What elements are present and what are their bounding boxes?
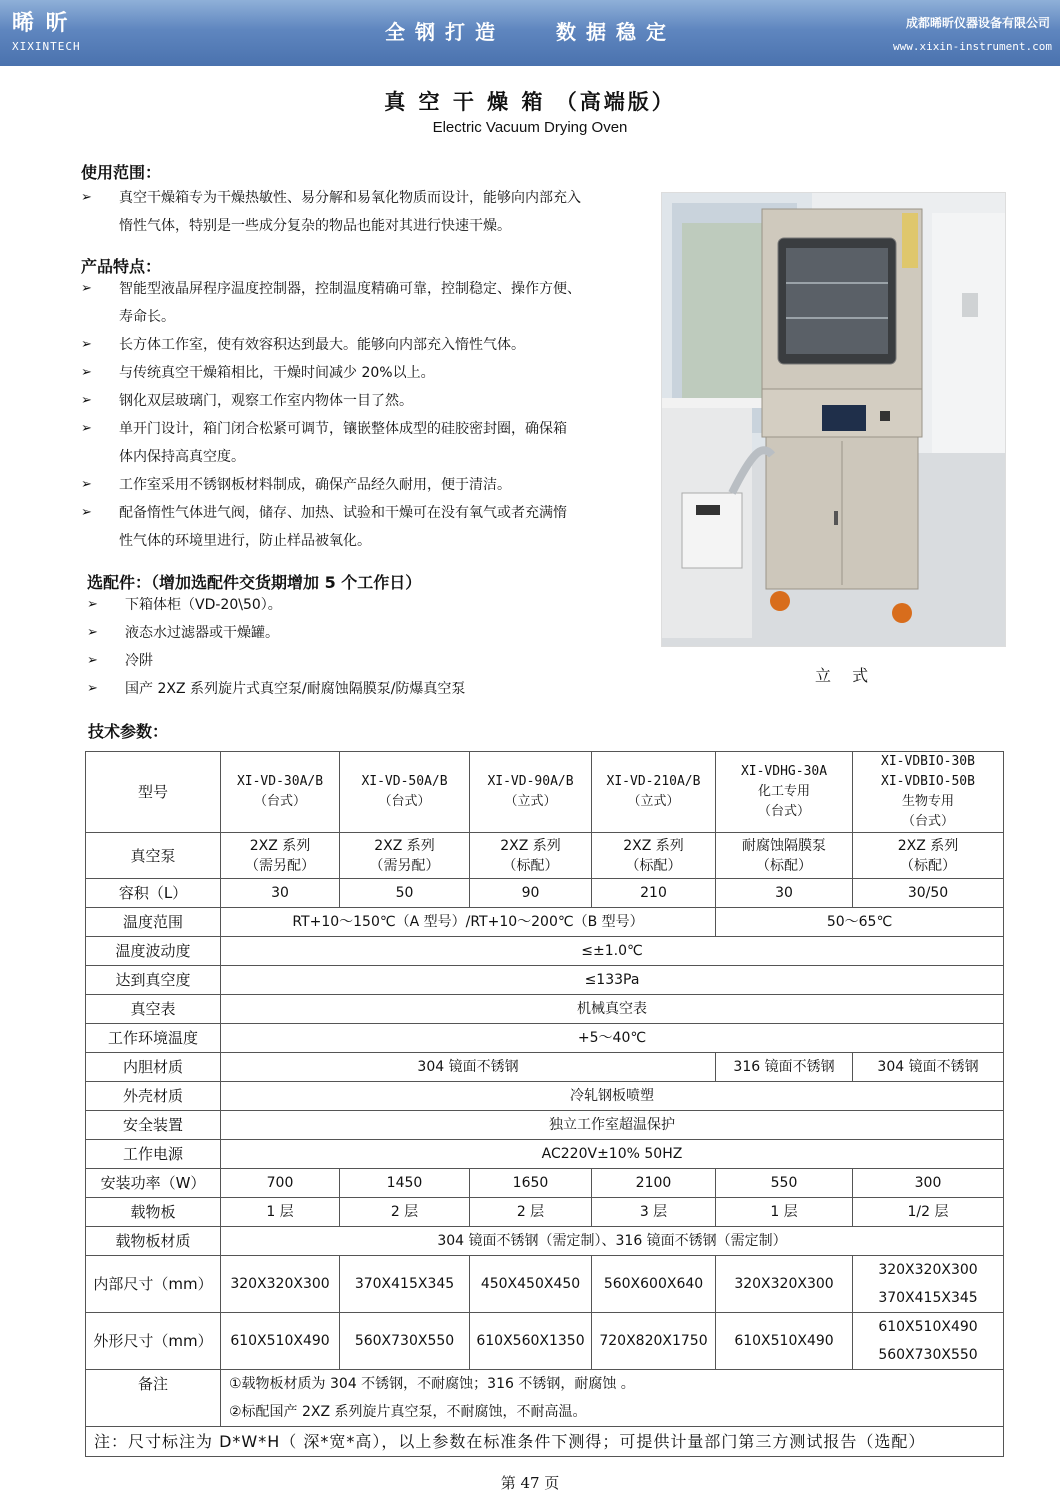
- arrow-bullet-icon: ➢: [81, 190, 92, 205]
- table-cell: 独立工作室超温保护: [221, 1111, 1004, 1140]
- spec-heading: 技术参数：: [88, 722, 169, 741]
- arrow-bullet-icon: ➢: [87, 653, 98, 668]
- model-cell: [340, 752, 470, 833]
- table-row: [86, 1169, 1004, 1198]
- table-cell: 720X820X1750: [592, 1313, 716, 1370]
- table-row: [86, 908, 1004, 937]
- shell-label: 外壳材质: [86, 1082, 221, 1111]
- table-cell: 50～65℃: [716, 908, 1004, 937]
- table-cell: ≤133Pa: [221, 966, 1004, 995]
- table-row: [86, 879, 1004, 908]
- list-item: [81, 331, 656, 359]
- vacuum-label: 达到真空度: [86, 966, 221, 995]
- list-item-text: 下箱体柜（VD-20\50）。: [125, 597, 282, 613]
- table-row: [86, 1227, 1004, 1256]
- pump-type: 2XZ 系列: [374, 837, 435, 854]
- model-cell: [592, 752, 716, 833]
- table-row: [86, 937, 1004, 966]
- outer-size-label: 外形尺寸（mm）: [86, 1313, 221, 1370]
- model-type: （立式）: [504, 794, 557, 809]
- company-name: 成都晞昕仪器设备有限公司: [905, 16, 1050, 30]
- features-heading: 产品特点：: [81, 257, 162, 276]
- brand-name-en: XIXINTECH: [12, 40, 81, 53]
- power-label: 工作电源: [86, 1140, 221, 1169]
- model-code: XI-VD-210A/B: [606, 774, 701, 789]
- list-item-text: 液态水过滤器或干燥罐。: [125, 625, 279, 641]
- pump-note: （需另配）: [369, 857, 440, 874]
- table-cell: 冷轧钢板喷塑: [221, 1082, 1004, 1111]
- pump-cell: [470, 833, 592, 879]
- list-item: [81, 359, 656, 387]
- arrow-bullet-icon: ➢: [81, 365, 92, 380]
- table-cell: 30: [716, 879, 853, 908]
- fluct-label: 温度波动度: [86, 937, 221, 966]
- table-cell: 610X510X490: [716, 1313, 853, 1370]
- list-item-text: 与传统真空干燥箱相比，干燥时间减少 20%以上。: [119, 365, 435, 381]
- table-cell: 700: [221, 1169, 340, 1198]
- list-item: [81, 471, 656, 499]
- table-cell: 320X320X300: [716, 1256, 853, 1313]
- shelf-material-label: 载物板材质: [86, 1227, 221, 1256]
- page-title: 真 空 干 燥 箱 （高端版）: [384, 90, 676, 114]
- note-line: ①载物板材质为 304 不锈钢，不耐腐蚀；316 不锈钢，耐腐蚀 。: [229, 1376, 635, 1392]
- list-item-text: 单开门设计，箱门闭合松紧可调节，镶嵌整体成型的硅胶密封圈，确保箱: [119, 421, 567, 437]
- pump-note: （标配）: [900, 857, 956, 874]
- liner-label: 内胆材质: [86, 1053, 221, 1082]
- table-cell: 1 层: [221, 1198, 340, 1227]
- model-cell: [221, 752, 340, 833]
- website-link[interactable]: www.xixin-instrument.com: [893, 40, 1052, 53]
- pump-cell: [853, 833, 1004, 879]
- model-cell: [853, 752, 1004, 833]
- vacuum-oven-illustration: [662, 193, 1005, 646]
- arrow-bullet-icon: ➢: [81, 337, 92, 352]
- table-cell: 3 层: [592, 1198, 716, 1227]
- arrow-bullet-icon: ➢: [81, 477, 92, 492]
- list-item-text: 长方体工作室，使有效容积达到最大。能够向内部充入惰性气体。: [119, 337, 525, 353]
- temp-range-label: 温度范围: [86, 908, 221, 937]
- size-value: 560X730X550: [878, 1347, 978, 1363]
- model-type: （立式）: [627, 794, 680, 809]
- table-cell: 30/50: [853, 879, 1004, 908]
- table-cell: [853, 1256, 1004, 1313]
- model-code: XI-VDBIO-50B: [881, 774, 975, 789]
- table-row: [86, 1111, 1004, 1140]
- page-number: 第 47 页: [500, 1474, 560, 1492]
- list-item-text: 冷阱: [125, 653, 153, 669]
- list-item: [87, 619, 647, 647]
- inner-size-label: 内部尺寸（mm）: [86, 1256, 221, 1313]
- model-type: （台式）: [901, 814, 954, 829]
- brand-name: 晞 昕: [12, 11, 70, 36]
- pump-cell: [340, 833, 470, 879]
- table-row: [86, 1198, 1004, 1227]
- model-code: XI-VDHG-30A: [740, 764, 828, 779]
- table-cell: 50: [340, 879, 470, 908]
- pump-type: 耐腐蚀隔膜泵: [742, 837, 826, 854]
- list-item: [81, 275, 656, 303]
- table-row: [86, 1313, 1004, 1370]
- list-item: [87, 647, 647, 675]
- list-item: [81, 387, 656, 415]
- table-footnote: 注：尺寸标注为 D*W*H（ 深*宽*高），以上参数在标准条件下测得；可提供计量部门第三方测试报告（选配）: [86, 1427, 1004, 1457]
- table-row: [86, 1256, 1004, 1313]
- arrow-bullet-icon: ➢: [81, 421, 92, 436]
- table-cell: 320X320X300: [221, 1256, 340, 1313]
- table-cell: 550: [716, 1169, 853, 1198]
- arrow-bullet-icon: ➢: [81, 505, 92, 520]
- pump-cell: [592, 833, 716, 879]
- size-value: 320X320X300: [878, 1262, 978, 1278]
- safety-label: 安全装置: [86, 1111, 221, 1140]
- table-cell: 90: [470, 879, 592, 908]
- table-cell: 304 镜面不锈钢: [853, 1053, 1004, 1082]
- table-cell: 1650: [470, 1169, 592, 1198]
- model-type: （台式）: [757, 804, 810, 819]
- list-item-text: 性气体的环境里进行，防止样品被氧化。: [119, 533, 371, 549]
- shelf-label: 载物板: [86, 1198, 221, 1227]
- table-row: [86, 1370, 1004, 1427]
- size-value: 370X415X345: [878, 1290, 978, 1306]
- spec-table: [85, 751, 1004, 1457]
- table-row: [86, 752, 1004, 833]
- slogan-1: 全钢打造: [385, 20, 505, 44]
- usage-heading: 使用范围：: [81, 163, 162, 182]
- table-row: [86, 1053, 1004, 1082]
- model-code: XI-VD-90A/B: [487, 774, 574, 789]
- table-cell: 1450: [340, 1169, 470, 1198]
- features-list: [81, 275, 656, 555]
- table-row: [86, 995, 1004, 1024]
- list-item: [81, 415, 656, 443]
- options-heading: 选配件：（增加选配件交货期增加 5 个工作日）: [87, 573, 422, 592]
- list-item: [81, 184, 656, 212]
- table-cell: 560X600X640: [592, 1256, 716, 1313]
- table-cell: 1 层: [716, 1198, 853, 1227]
- model-label: 型号: [86, 752, 221, 833]
- pump-type: 2XZ 系列: [623, 837, 684, 854]
- table-cell: 1/2 层: [853, 1198, 1004, 1227]
- table-cell: 610X510X490: [221, 1313, 340, 1370]
- note-line: ②标配国产 2XZ 系列旋片真空泵，不耐腐蚀，不耐高温。: [229, 1404, 587, 1420]
- photo-caption: 立 式: [815, 666, 877, 685]
- size-value: 610X510X490: [878, 1319, 978, 1335]
- model-code: XI-VD-50A/B: [361, 774, 448, 789]
- pump-note: （标配）: [502, 857, 559, 874]
- list-item-text: 工作室采用不锈钢板材料制成，确保产品经久耐用，便于清洁。: [119, 477, 511, 493]
- list-item: [81, 303, 656, 331]
- table-cell: +5～40℃: [221, 1024, 1004, 1053]
- list-item-text: 惰性气体，特别是一些成分复杂的物品也能对其进行快速干燥。: [119, 218, 511, 234]
- arrow-bullet-icon: ➢: [87, 597, 98, 612]
- table-cell: 450X450X450: [470, 1256, 592, 1313]
- list-item: [81, 527, 656, 555]
- pump-cell: [221, 833, 340, 879]
- usage-list: [81, 184, 656, 240]
- table-cell: RT+10～150℃（A 型号）/RT+10～200℃（B 型号）: [221, 908, 716, 937]
- table-cell: 30: [221, 879, 340, 908]
- table-cell: AC220V±10% 50HZ: [221, 1140, 1004, 1169]
- pump-note: （标配）: [625, 857, 682, 874]
- model-type: 化工专用: [757, 784, 810, 799]
- model-type: 生物专用: [901, 794, 954, 809]
- model-code: XI-VDBIO-30B: [881, 754, 975, 769]
- pump-cell: [716, 833, 853, 879]
- slogan-2: 数据稳定: [556, 20, 676, 44]
- table-cell: 300: [853, 1169, 1004, 1198]
- pump-note: （需另配）: [245, 857, 315, 874]
- page-header: [0, 0, 1060, 66]
- note-cell: [221, 1370, 1004, 1427]
- table-cell: 316 镜面不锈钢: [716, 1053, 853, 1082]
- table-row: [86, 1082, 1004, 1111]
- table-cell: [853, 1313, 1004, 1370]
- table-cell: 机械真空表: [221, 995, 1004, 1024]
- table-cell: 2 层: [340, 1198, 470, 1227]
- model-code: XI-VD-30A/B: [236, 774, 324, 789]
- gauge-label: 真空表: [86, 995, 221, 1024]
- arrow-bullet-icon: ➢: [87, 681, 98, 696]
- volume-label: 容积（L）: [86, 879, 221, 908]
- arrow-bullet-icon: ➢: [81, 281, 92, 296]
- table-row: [86, 833, 1004, 879]
- list-item: [81, 443, 656, 471]
- table-cell: 304 镜面不锈钢（需定制）、316 镜面不锈钢（需定制）: [221, 1227, 1004, 1256]
- pump-type: 2XZ 系列: [500, 837, 561, 854]
- list-item: [87, 675, 647, 703]
- pump-note: （标配）: [756, 857, 812, 874]
- list-item-text: 智能型液晶屏程序温度控制器，控制温度精确可靠，控制稳定、操作方便、: [119, 281, 581, 297]
- table-cell: ≤±1.0℃: [221, 937, 1004, 966]
- arrow-bullet-icon: ➢: [81, 393, 92, 408]
- page-subtitle: Electric Vacuum Drying Oven: [432, 119, 628, 136]
- list-item: [81, 499, 656, 527]
- options-list: [87, 591, 647, 703]
- model-cell: [716, 752, 853, 833]
- table-row: [86, 1427, 1004, 1457]
- table-cell: 304 镜面不锈钢: [221, 1053, 716, 1082]
- table-row: [86, 1024, 1004, 1053]
- pump-type: 2XZ 系列: [249, 837, 311, 854]
- model-cell: [470, 752, 592, 833]
- table-cell: 210: [592, 879, 716, 908]
- list-item-text: 配备惰性气体进气阀，储存、加热、试验和干燥可在没有氧气或者充满惰: [119, 505, 567, 521]
- table-cell: 610X560X1350: [470, 1313, 592, 1370]
- list-item-text: 体内保持高真空度。: [119, 449, 245, 465]
- table-cell: 2 层: [470, 1198, 592, 1227]
- list-item-text: 寿命长。: [119, 309, 175, 325]
- note-label: 备注: [86, 1370, 221, 1427]
- model-type: （台式）: [378, 794, 431, 809]
- env-label: 工作环境温度: [86, 1024, 221, 1053]
- list-item-text: 钢化双层玻璃门，观察工作室内物体一目了然。: [119, 393, 413, 409]
- table-cell: 560X730X550: [340, 1313, 470, 1370]
- list-item: [87, 591, 647, 619]
- pump-label: 真空泵: [86, 833, 221, 879]
- table-row: [86, 1140, 1004, 1169]
- list-item: [81, 212, 656, 240]
- list-item-text: 真空干燥箱专为干燥热敏性、易分解和易氧化物质而设计，能够向内部充入: [119, 190, 581, 206]
- list-item-text: 国产 2XZ 系列旋片式真空泵/耐腐蚀隔膜泵/防爆真空泵: [125, 681, 466, 697]
- table-cell: 370X415X345: [340, 1256, 470, 1313]
- product-photo: [661, 192, 1006, 647]
- arrow-bullet-icon: ➢: [87, 625, 98, 640]
- table-row: [86, 966, 1004, 995]
- pump-type: 2XZ 系列: [897, 837, 959, 854]
- model-type: （台式）: [253, 794, 306, 809]
- watt-label: 安装功率（W）: [86, 1169, 221, 1198]
- table-cell: 2100: [592, 1169, 716, 1198]
